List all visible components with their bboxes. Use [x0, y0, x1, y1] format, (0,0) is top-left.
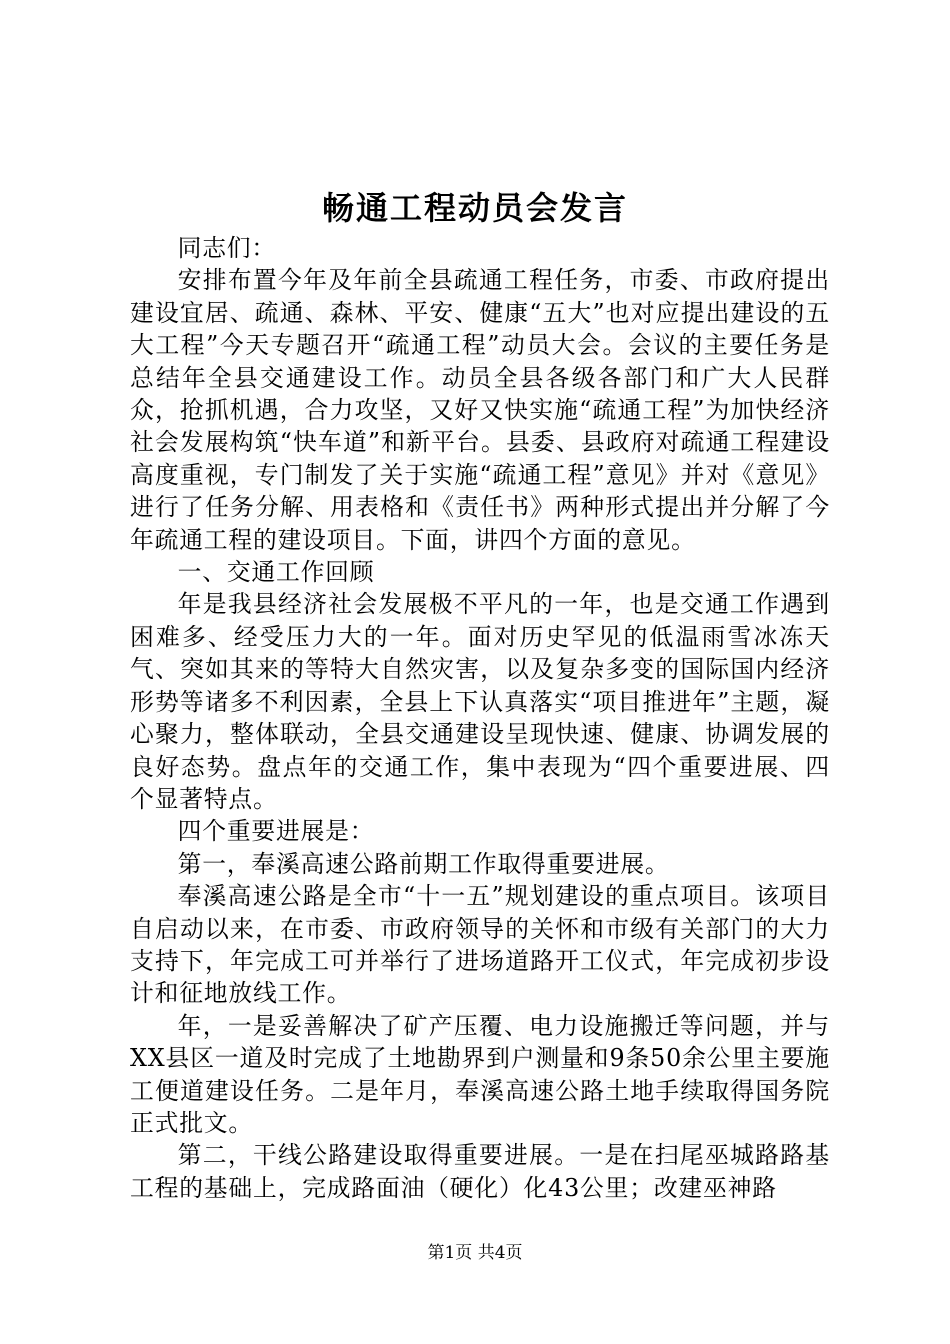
paragraph-intro: 安排布置今年及年前全县疏通工程任务，市委、市政府提出建设宜居、疏通、森林、平安、健康“五大”也对应提出建设的五大工程”今天专题召开“疏通工程”动员大会。会议的主要任务是总结年全县交通建设工作。动员全县各级各部门和广大人民群众，抢抓机遇，合力攻坚，又好又快实施“疏通工程”为加快经济社会发展构筑“快车道”和新平台。县委、县政府对疏通工程建设高度重视，专门制发了关于实施“疏通工程”意见》并对《意见》进行了任务分解、用表格和《责任书》两种形式提出并分解了今年疏通工程的建设项目。下面，讲四个方面的意见。	[130, 266, 830, 554]
paragraph-four-progress-heading: 四个重要进展是：	[177, 817, 375, 846]
paragraph-fengxi-highway: 奉溪高速公路是全市“十一五”规划建设的重点项目。该项目自启动以来，在市委、市政府领导的关怀和市级有关部门的大力支持下，年完成工可并举行了进场道路开工仪式，年完成初步设计和征地放线工作。	[130, 882, 830, 1008]
paragraph-review-summary: 年是我县经济社会发展极不平凡的一年，也是交通工作遇到困难多、经受压力大的一年。面对历史罕见的低温雨雪冰冻天气、突如其来的等特大自然灾害，以及复杂多变的国际国内经济形势等诸多不利因素，全县上下认真落实“项目推进年”主题，凝心聚力，整体联动，全县交通建设呈现快速、健康、协调发展的良好态势。盘点年的交通工作，集中表现为“四个重要进展、四个显著特点。	[130, 590, 830, 813]
document-body	[130, 232, 830, 1204]
paragraph-salutation: 同志们：	[177, 234, 276, 262]
paragraph-second-progress: 第二，干线公路建设取得重要进展。一是在扫尾巫城路路基工程的基础上，完成路面油（硬化）化43公里；改建巫神路	[130, 1141, 830, 1202]
page-footer: 第1页 共4页	[427, 1243, 523, 1263]
paragraph-first-progress: 第一，奉溪高速公路前期工作取得重要进展。	[177, 849, 670, 878]
document-title: 畅通工程动员会发言	[321, 189, 628, 227]
section-heading-traffic-review: 一、交通工作回顾	[177, 558, 375, 587]
paragraph-fengxi-details: 年，一是妥善解决了矿产压覆、电力设施搬迁等问题，并与XX县区一道及时完成了土地勘界到户测量和9条50余公里主要施工便道建设任务。二是年月，奉溪高速公路土地手续取得国务院正式批文。	[130, 1011, 830, 1137]
